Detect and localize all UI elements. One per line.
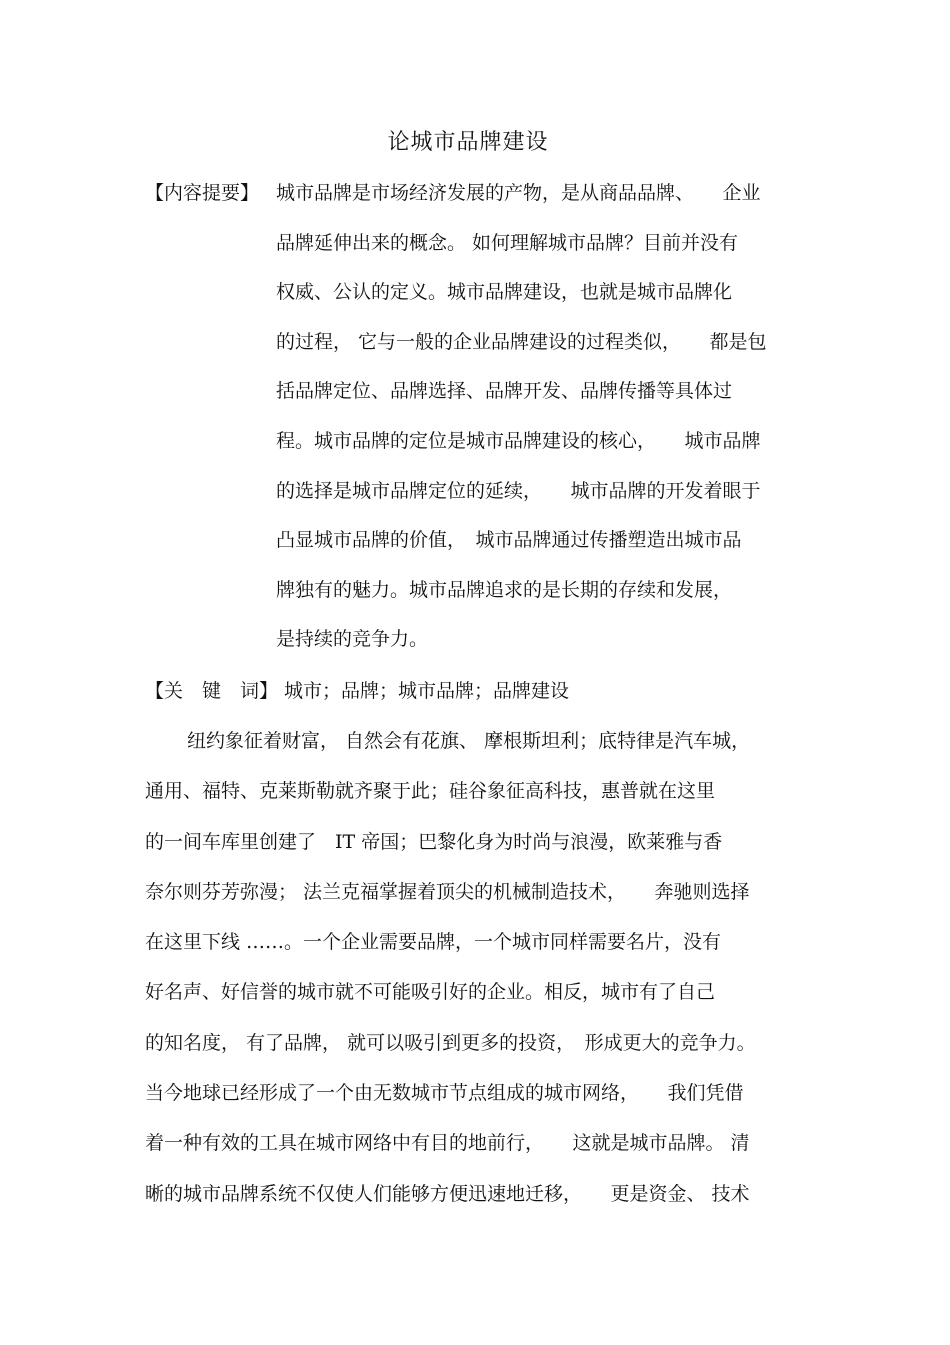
document-title: 论城市品牌建设 — [387, 130, 549, 155]
abstract-label: 【内容提要】 — [145, 182, 260, 204]
abstract-line: 括品牌定位、品牌选择、品牌开发、品牌传播等具体过 — [276, 380, 733, 403]
body-line: 着一种有效的工具在城市网络中有目的地前行， 这就是城市品牌。 清 — [145, 1132, 750, 1155]
abstract-line: 凸显城市品牌的价值， 城市品牌通过传播塑造出城市品 — [276, 529, 742, 552]
abstract-text — [276, 178, 806, 674]
abstract-line: 是持续的竞争力。 — [276, 628, 429, 651]
body-line: 在这里下线 ……。一个企业需要品牌，一个城市同样需要名片，没有 — [145, 931, 722, 954]
body-line: 的一间车库里创建了 IT 帝国；巴黎化身为时尚与浪漫，欧莱雅与香 — [145, 830, 723, 853]
body-line: 当今地球已经形成了一个由无数城市节点组成的城市网络， 我们凭借 — [145, 1082, 744, 1105]
keywords-text: 城市；品牌；城市品牌；品牌建设 — [284, 680, 570, 702]
body-line: 纽约象征着财富， 自然会有花旗、 摩根斯坦利；底特律是汽车城， — [187, 730, 751, 752]
keywords-row — [145, 676, 569, 706]
abstract-line: 程。城市品牌的定位是城市品牌建设的核心， 城市品牌 — [276, 429, 761, 452]
body-line: 的知名度， 有了品牌， 就可以吸引到更多的投资， 形成更大的竞争力。 — [145, 1031, 756, 1054]
body-line: 好名声、好信誉的城市就不可能吸引好的企业。相反，城市有了自己 — [145, 981, 716, 1004]
abstract-line: 牌独有的魅力。城市品牌追求的是长期的存续和发展， — [276, 578, 733, 601]
body-line: 奈尔则芬芳弥漫； 法兰克福掌握着顶尖的机械制造技术， 奔驰则选择 — [145, 880, 750, 903]
abstract-line: 的选择是城市品牌定位的延续， 城市品牌的开发着眼于 — [276, 479, 761, 502]
body-line: 晰的城市品牌系统不仅使人们能够方便迅速地迁移， 更是资金、 技术 — [145, 1182, 750, 1205]
keywords-label: 【关 键 词】 — [145, 680, 279, 702]
abstract-line: 权威、公认的定义。城市品牌建设，也就是城市品牌化 — [276, 281, 733, 304]
abstract-line: 的过程， 它与一般的企业品牌建设的过程类似， 都是包 — [276, 330, 767, 353]
abstract-line: 品牌延伸出来的概念。 如何理解城市品牌？目前并没有 — [276, 231, 739, 254]
body-line: 通用、福特、克莱斯勒就齐聚于此；硅谷象征高科技，惠普就在这里 — [145, 780, 716, 803]
abstract-line: 城市品牌是市场经济发展的产物，是从商品品牌、 企业 — [276, 182, 761, 204]
body-paragraph — [145, 726, 810, 1229]
